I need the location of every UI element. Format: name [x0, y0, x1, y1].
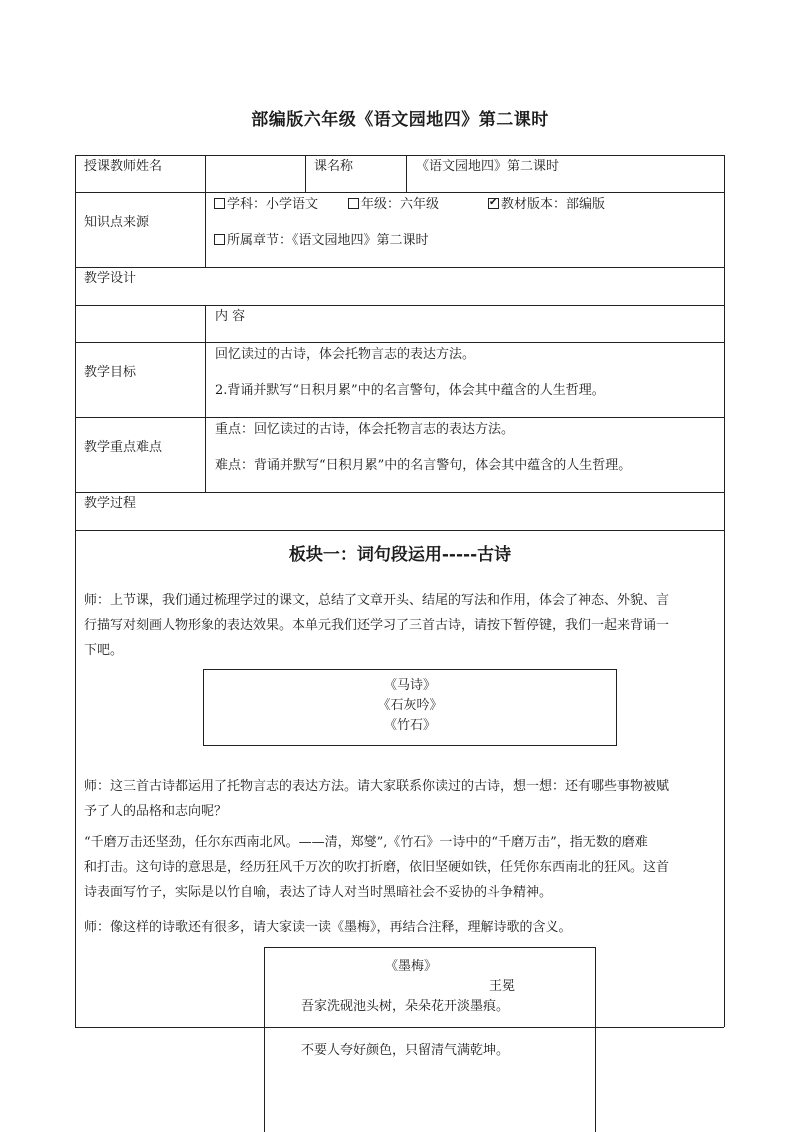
key-point: 重点：回忆读过的古诗，体会托物言志的表达方法。 [215, 422, 515, 437]
content-label: 内 容 [215, 309, 246, 324]
edition-text: 教材版本：部编版 [501, 197, 606, 212]
paragraph-3-line: 和打击。这句诗的意思是，经历狂风千万次的吹打折磨，依旧坚硬如铁，任凭你东西南北的狂风。这首 [84, 860, 670, 875]
paragraph-4: 师：像这样的诗歌还有很多，请大家读一读《墨梅》，再结合注释，理解诗歌的含义。 [84, 920, 572, 935]
poem-title: 《马诗》 [383, 678, 436, 693]
table-border-left [75, 155, 76, 1027]
chapter-checkbox[interactable] [214, 234, 225, 245]
table-border-right [724, 155, 725, 1027]
section-heading: 板块一：词句段运用-----古诗 [288, 545, 512, 565]
subject-field [214, 196, 318, 214]
paragraph-1 [84, 588, 669, 663]
paragraph-2 [84, 774, 669, 824]
table-divider [75, 267, 724, 268]
key-difficult-label: 教学重点难点 [84, 440, 163, 455]
paragraph-1-line: 行描写对刻画人物形象的表达效果。本单元我们还学习了三首古诗，请按下暂停键，我们一起来背诵一 [84, 618, 670, 633]
course-name-value: 《语文园地四》第二课时 [416, 159, 560, 174]
goal-1: 回忆读过的古诗，体会托物言志的表达方法。 [215, 347, 476, 362]
paragraph-1-line: 下吧。 [84, 643, 124, 658]
teaching-goals-label: 教学目标 [84, 365, 137, 380]
teaching-process-label: 教学过程 [84, 496, 137, 511]
table-column-divider [205, 305, 206, 492]
edition-checkbox[interactable] [488, 198, 499, 209]
paragraph-2-line: 师：这三首古诗都运用了托物言志的表达方法。请大家联系你读过的古诗，想一想：还有哪些事物被赋 [84, 779, 670, 794]
table-divider [75, 530, 724, 531]
teacher-name-label: 授课教师姓名 [84, 159, 163, 174]
grade-text: 年级：六年级 [361, 197, 440, 212]
paragraph-2-line: 予了人的品格和志向呢？ [84, 804, 228, 819]
momei-line-2: 不要人夸好颜色，只留清气满乾坤。 [301, 1043, 510, 1058]
paragraph-3-line: “千磨万击还坚劲，任尔东西南北风。——清，郑燮”,《竹石》一诗中的“千磨万击”，指无数的磨难 [84, 835, 648, 850]
momei-title: 《墨梅》 [385, 959, 438, 974]
paragraph-3-line: 诗表面写竹子，实际是以竹自喻，表达了诗人对当时黑暗社会不妥协的斗争精神。 [84, 885, 553, 900]
difficult-point: 难点：背诵并默写“日积月累”中的名言警句，体会其中蕴含的人生哲理。 [215, 458, 632, 473]
document-title: 部编版六年级《语文园地四》第二课时 [251, 110, 549, 130]
edition-field [488, 196, 605, 214]
grade-checkbox[interactable] [348, 198, 359, 209]
table-divider [75, 342, 724, 343]
table-divider [75, 417, 724, 418]
table-column-divider [305, 155, 306, 192]
course-name-label: 课名称 [314, 159, 354, 174]
table-column-divider [205, 155, 206, 267]
table-divider [75, 492, 724, 493]
goal-2: 2.背诵并默写“日积月累”中的名言警句，体会其中蕴含的人生哲理。 [215, 383, 605, 398]
knowledge-source-label: 知识点来源 [84, 215, 150, 230]
table-column-divider [406, 155, 407, 192]
momei-line-1: 吾家洗砚池头树，朵朵花开淡墨痕。 [301, 999, 510, 1014]
subject-checkbox[interactable] [214, 198, 225, 209]
chapter-text: 所属章节：《语文园地四》第二课时 [227, 233, 429, 248]
chapter-field [214, 232, 429, 250]
paragraph-1-line: 师：上节课，我们通过梳理学过的课文，总结了文章开头、结尾的写法和作用，体会了神态、外貌、言 [84, 593, 670, 608]
poem-title: 《石灰吟》 [377, 698, 443, 713]
paragraph-3 [84, 830, 669, 905]
poem-list-box [203, 669, 617, 746]
momei-poem-box [264, 947, 596, 1132]
table-divider [75, 305, 724, 306]
momei-author: 王冕 [489, 979, 516, 994]
grade-field [348, 196, 439, 214]
subject-text: 学科：小学语文 [227, 197, 319, 212]
table-border-top [75, 155, 724, 156]
poem-title: 《竹石》 [383, 718, 436, 733]
teaching-design-label: 教学设计 [84, 271, 137, 286]
table-divider [75, 192, 724, 193]
